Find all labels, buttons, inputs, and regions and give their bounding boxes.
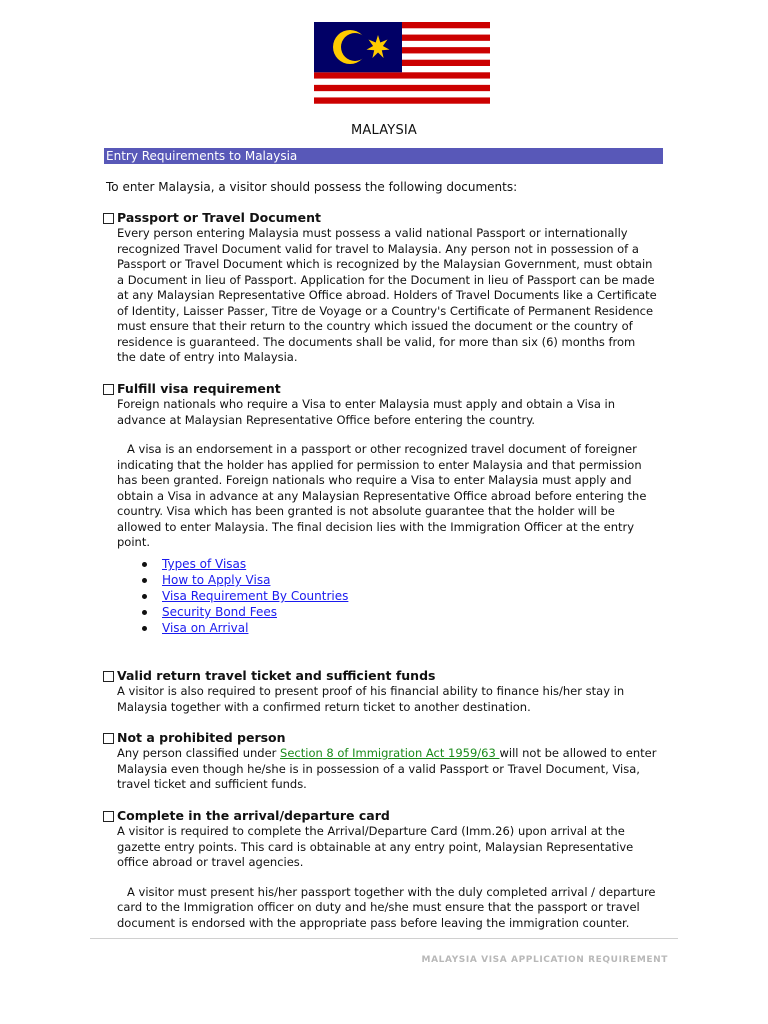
- section-heading-label: Complete in the arrival/departure card: [117, 808, 390, 823]
- checkbox-icon: [103, 384, 114, 395]
- section-return-ticket: [103, 668, 663, 715]
- intro-text: To enter Malaysia, a visitor should possess the following documents:: [106, 180, 518, 194]
- paragraph-text: will not be allowed to enter Malaysia even though he/she is in possession of a valid Passport or Travel Document, Visa, travel ticket and sufficient funds.: [117, 746, 657, 791]
- section-paragraph: A visa is an endorsement in a passport or other recognized travel document of foreigner indicating that the holder has applied for permission to enter Malaysia and that permission has been granted. Foreign nationals who require a Visa to enter Malaysia must apply and obtain a Visa in advance at any Malaysian Representative Office abroad before entering the country. Visa which has been granted is not absolute guarantee that the holder will be allowed to enter Malaysia. The final decision lies with the Immigration Officer at the entry point.: [117, 442, 647, 549]
- bullet-icon: [142, 626, 147, 631]
- bullet-icon: [142, 578, 147, 583]
- section-passport: [103, 210, 663, 366]
- checkbox-icon: [103, 733, 114, 744]
- section-paragraph: Foreign nationals who require a Visa to enter Malaysia must apply and obtain a Visa in advance at Malaysian Representative Office before entering the country.: [117, 397, 616, 427]
- footer-divider: [90, 938, 678, 939]
- section-heading: [103, 668, 663, 684]
- bullet-icon: [142, 562, 147, 567]
- section-paragraph: [117, 746, 661, 793]
- link-visa-on-arrival[interactable]: Visa on Arrival: [162, 621, 249, 635]
- section-paragraph: A visitor is required to complete the Arrival/Departure Card (Imm.26) upon arrival at the gazette entry points. This card is obtainable at any entry point, Malaysian Representative office abroad or travel agencies.: [117, 824, 634, 869]
- visa-links-list: [140, 556, 348, 636]
- section-paragraph: Every person entering Malaysia must possess a valid national Passport or internationally recognized Travel Document valid for travel to Malaysia. Any person not in possession of a Passport or Travel Document which is recognized by the Malaysian Government, must obtain a Document in lieu of Passport. Application for the Document in lieu of Passport can be made at any Malaysian Representative Office abroad. Holders of Travel Documents like a Certificate of Identity, Laisser Passer, Titre de Voyage or a Country's Certificate of Permanent Residence must ensure that their return to the country which issued the document or the country of residence is guaranteed. The documents shall be valid, for more than six (6) months from the date of entry into Malaysia.: [117, 226, 657, 364]
- checkbox-icon: [103, 213, 114, 224]
- list-item: [140, 620, 348, 636]
- checkbox-icon: [103, 811, 114, 822]
- link-security-bond-fees[interactable]: Security Bond Fees: [162, 605, 277, 619]
- section-banner: Entry Requirements to Malaysia: [104, 148, 663, 164]
- section-arrival-card: [103, 808, 663, 931]
- link-types-of-visas[interactable]: Types of Visas: [162, 557, 247, 571]
- section-prohibited-person: [103, 730, 663, 793]
- section-heading: [103, 808, 663, 824]
- link-how-to-apply-visa[interactable]: How to Apply Visa: [162, 573, 271, 587]
- section-visa: [103, 381, 663, 551]
- section-paragraph: A visitor must present his/her passport together with the duly completed arrival / departure card to the Immigration officer on duty and he/she must ensure that the passport or travel document is endorsed with the appropriate pass before leaving the immigration counter.: [117, 884, 656, 930]
- section-heading-label: Valid return travel ticket and sufficient funds: [117, 668, 436, 683]
- section-heading-label: Not a prohibited person: [117, 730, 286, 745]
- list-item: [140, 588, 348, 604]
- bullet-icon: [142, 610, 147, 615]
- footer-text: MALAYSIA VISA APPLICATION REQUIREMENT: [421, 955, 668, 965]
- bullet-icon: [142, 594, 147, 599]
- section-heading-label: Passport or Travel Document: [117, 210, 321, 225]
- link-immigration-act[interactable]: Section 8 of Immigration Act 1959/63: [280, 746, 500, 760]
- checkbox-icon: [103, 671, 114, 682]
- paragraph-text: Any person classified under: [117, 746, 281, 760]
- section-heading-label: Fulfill visa requirement: [117, 381, 281, 396]
- list-item: [140, 604, 348, 620]
- page-title: MALAYSIA: [350, 123, 418, 138]
- link-visa-requirement-by-countries[interactable]: Visa Requirement By Countries: [162, 589, 349, 603]
- malaysia-flag-image: [314, 22, 490, 110]
- section-heading: [103, 381, 663, 397]
- section-heading: [103, 210, 663, 226]
- section-paragraph: A visitor is also required to present proof of his financial ability to finance his/her stay in Malaysia together with a confirmed return ticket to another destination.: [117, 684, 625, 714]
- list-item: [140, 556, 348, 572]
- section-heading: [103, 730, 663, 746]
- list-item: [140, 572, 348, 588]
